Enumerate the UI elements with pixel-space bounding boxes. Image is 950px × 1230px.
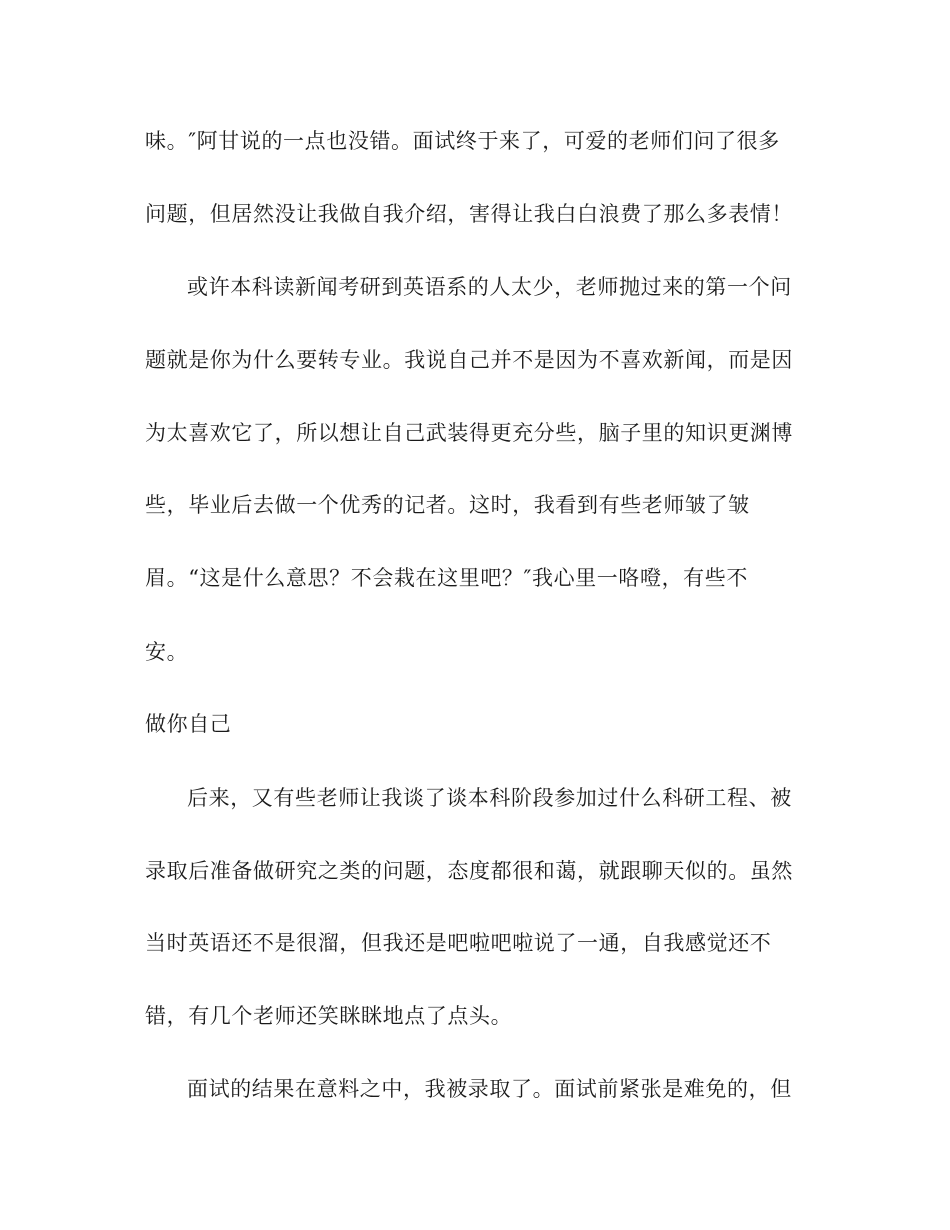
- paragraph-start-line: 或许本科读新闻考研到英语系的人太少，老师抛过来的第一个问: [187, 275, 792, 299]
- text-line: 眉。“这是什么意思？不会栽在这里吧？″我心里一咯噔，有些不: [145, 566, 748, 590]
- text-line: 当时英语还不是很溜，但我还是吧啦吧啦说了一通，自我感觉还不: [145, 931, 772, 955]
- text-line: 错，有几个老师还笑眯眯地点了点头。: [145, 1004, 513, 1028]
- paragraph-start-line: 面试的结果在意料之中，我被录取了。面试前紧张是难免的，但: [187, 1077, 792, 1101]
- text-line: 味。″阿甘说的一点也没错。面试终于来了，可爱的老师们问了很多: [145, 129, 780, 153]
- section-heading: 做你自己: [145, 712, 232, 736]
- paragraph-start-line: 后来，又有些老师让我谈了谈本科阶段参加过什么科研工程、被: [187, 786, 792, 810]
- text-line: 安。: [145, 640, 189, 664]
- text-line: 问题，但居然没让我做自我介绍，害得让我白白浪费了那么多表情！: [145, 202, 793, 226]
- text-line: 录取后准备做研究之类的问题，态度都很和蔼，就跟聊天似的。虽然: [145, 859, 793, 883]
- text-line: 些，毕业后去做一个优秀的记者。这时，我看到有些老师皱了皱: [145, 493, 750, 517]
- text-line: 为太喜欢它了，所以想让自己武装得更充分些，脑子里的知识更渊博: [145, 421, 793, 445]
- text-line: 题就是你为什么要转专业。我说自己并不是因为不喜欢新闻，而是因: [145, 348, 793, 372]
